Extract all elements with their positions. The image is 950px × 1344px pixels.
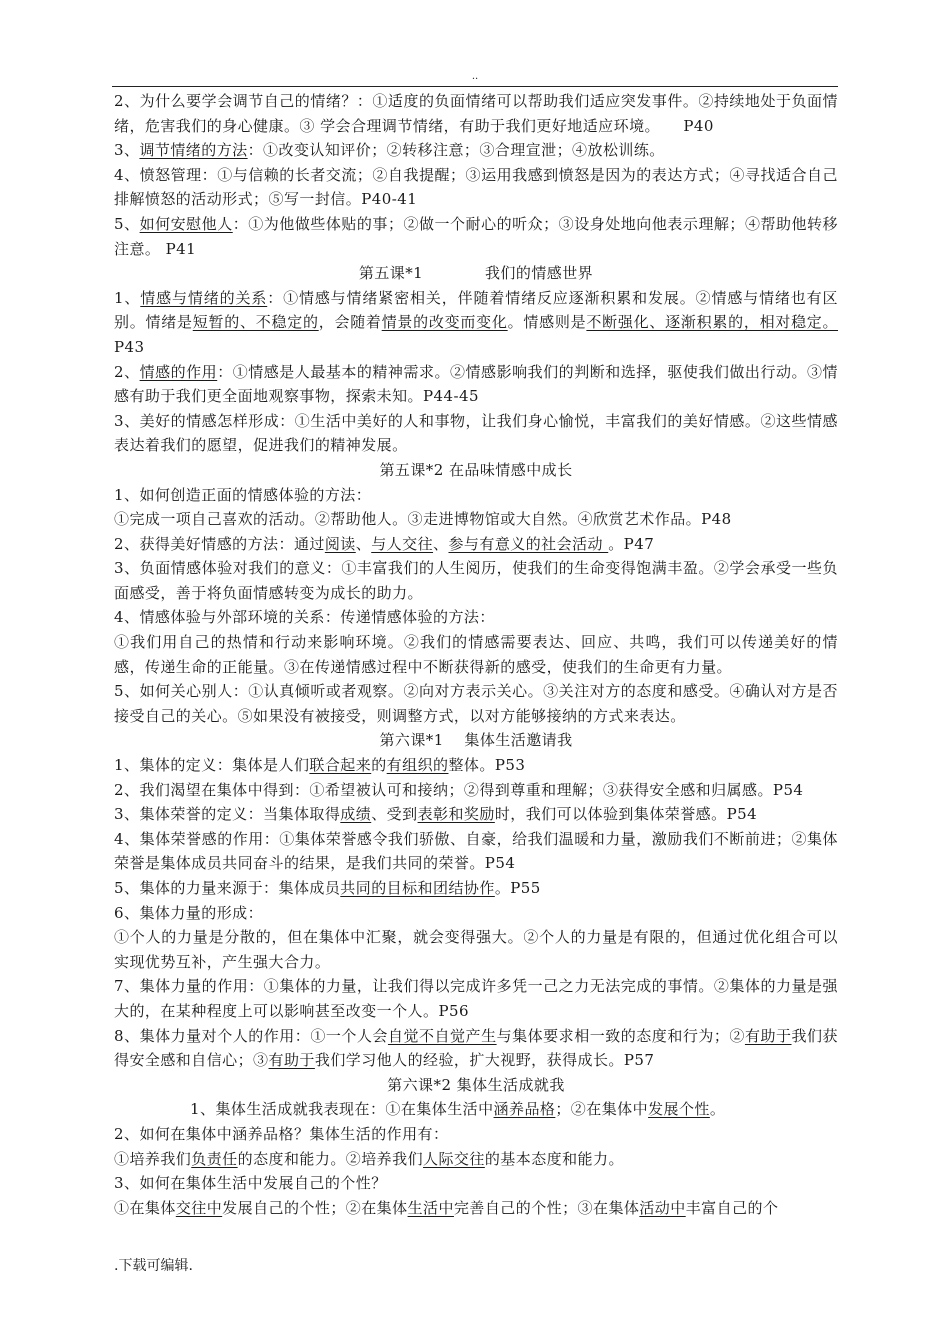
text-run: 4、情感体验与外部环境的关系：传递情感体验的方法： <box>114 608 495 627</box>
underlined-term: 自觉不自觉产生 <box>387 1026 497 1045</box>
text-run: 2、 <box>114 362 140 381</box>
paragraph <box>114 360 838 409</box>
text-run: 的 <box>371 756 387 775</box>
text-run: 时，我们可以体验到集体荣誉感。P54 <box>494 805 758 824</box>
underlined-term: 生活中 <box>407 1198 454 1217</box>
text-run: 5、 <box>114 214 140 233</box>
paragraph <box>114 974 838 1023</box>
underlined-term: 调节情绪的方法 <box>139 141 248 160</box>
underlined-term: 与人交往 <box>371 534 434 553</box>
text-run: 的态度和能力。②培养我们 <box>237 1149 424 1168</box>
footer-note: .下载可编辑. <box>114 1258 193 1274</box>
underlined-term: 涵养品格 <box>493 1100 556 1119</box>
text-run: ：①情感与情绪紧密相关，伴随着情绪反应逐渐积累和发展。②情感与情绪也有区别。情绪是 <box>114 288 838 332</box>
text-run: 2、获得美好情感的方法：通过 <box>114 534 325 553</box>
underlined-term: 共同的目标和团结协作 <box>340 879 495 897</box>
paragraph <box>114 507 838 532</box>
underlined-term: 表彰和奖励 <box>417 805 495 824</box>
underlined-term: 不断强化、逐渐积累的，相对稳定。 <box>586 313 839 332</box>
text-run: 。P55 <box>494 879 541 897</box>
text-run: 2、如何在集体中涵养品格？集体生活的作用有： <box>114 1124 449 1143</box>
text-run: 3、如何在集体生活中发展自己的个性？ <box>114 1174 387 1193</box>
paragraph <box>114 483 838 508</box>
text-run: ：①改变认知评价；②转移注意；③合理宣泄；④放松训练。 <box>247 141 665 160</box>
text-run: ①在集体 <box>114 1198 176 1217</box>
header-rule <box>112 86 838 87</box>
text-run: 4、愤怒管理：①与信赖的长者交流；②自我提醒；③运用我感到愤怒是因为的表达方式；④寻找适合自己排解愤怒的活动形式；⑤写一封信。P40-41 <box>114 165 838 209</box>
text-run: 整体。P53 <box>448 756 526 775</box>
text-run: 1、 <box>114 288 141 307</box>
text-run: 1、如何创造正面的情感体验的方法： <box>114 485 372 504</box>
text-run: 6、集体力量的形成： <box>114 903 264 922</box>
underlined-term: 情景的改变而变化 <box>381 313 508 332</box>
paragraph <box>114 1171 838 1196</box>
paragraph <box>114 876 838 901</box>
underlined-term: 发展个性 <box>648 1100 710 1119</box>
text-run: 7、集体力量的作用：①集体的力量，让我们得以完成许多凭一己之力无法完成的事情。②集体的力量是强大的，在某种程度上可以影响甚至改变一个人。P56 <box>114 977 838 1020</box>
underlined-term: 阅读 <box>324 534 356 553</box>
text-run: 第五课*2 在品味情感中成长 <box>379 460 573 479</box>
underlined-term: 如何安慰他人 <box>139 214 233 233</box>
text-run: 丰富自己的个 <box>685 1198 779 1217</box>
text-run: 1、集体的定义：集体是人们 <box>114 756 310 775</box>
paragraph <box>114 1122 838 1147</box>
text-run: P43 <box>114 337 145 356</box>
underlined-term: 有组织的 <box>386 756 449 775</box>
text-run: 第六课*1 集体生活邀请我 <box>379 731 573 750</box>
header-mark: .. <box>471 71 479 82</box>
text-run: 、 <box>433 534 449 553</box>
text-run: 3、负面情感体验对我们的意义：①丰富我们的人生阅历，使我们的生命变得饱满丰盈。②学会承受一些负面感受，善于将负面情感转变为成长的助力。 <box>114 559 838 602</box>
underlined-term: 联合起来 <box>309 756 372 775</box>
text-run: 第六课*2 集体生活成就我 <box>387 1075 565 1094</box>
text-run: 1、集体生活成就我表现在：①在集体生活中 <box>190 1100 494 1119</box>
text-run: 2、为什么要学会调节自己的情绪？：①适度的负面情绪可以帮助我们适应突发事件。②持续地处于负面情绪，危害我们的身心健康。③ 学会合理调节情绪，有助于我们更好地适应环境。 P40 <box>114 92 838 135</box>
underlined-term: 负责任 <box>191 1149 238 1168</box>
text-run: 的基本态度和能力。 <box>484 1149 624 1168</box>
text-run: ①培养我们 <box>114 1149 192 1168</box>
text-run: 。 <box>709 1100 726 1119</box>
text-run: 完善自己的个性；③在集体 <box>453 1198 640 1217</box>
text-run: ①我们用自己的热情和行动来影响环境。②我们的情感需要表达、回应、共鸣，我们可以传递美好的情感，传递生命的正能量。③在传递情感过程中不断获得新的感受，使我们的生命更有力量。 <box>114 633 838 676</box>
text-run: ：①为他做些体贴的事；②做一个耐心的听众；③设身处地向他表示理解；④帮助他转移注意。 P41 <box>114 214 838 258</box>
paragraph <box>114 1024 838 1073</box>
text-run: 。P47 <box>608 534 655 553</box>
text-run: ，会随着 <box>318 313 382 332</box>
paragraph <box>114 753 838 778</box>
text-run: 3、集体荣誉的定义：当集体取得 <box>114 805 341 824</box>
text-run: 2、我们渴望在集体中得到：①希望被认可和接纳；②得到尊重和理解；③获得安全感和归属感。P54 <box>114 780 804 799</box>
paragraph <box>114 138 838 163</box>
paragraph <box>114 89 838 138</box>
paragraph <box>114 532 838 557</box>
underlined-term: 情感与情绪的关系 <box>140 288 268 307</box>
text-run: ①完成一项自己喜欢的活动。②帮助他人。③走进博物馆或大自然。④欣赏艺术作品。P48 <box>114 510 732 529</box>
text-run: 3、 <box>114 141 140 160</box>
text-run: 3、美好的情感怎样形成：①生活中美好的人和事物，让我们身心愉悦，丰富我们的美好情感。②这些情感表达着我们的愿望，促进我们的精神发展。 <box>114 411 838 455</box>
underlined-term: 情感的作用 <box>139 362 218 381</box>
underlined-term: 有助于 <box>268 1051 315 1070</box>
text-run: 、 <box>355 534 372 553</box>
paragraph <box>114 679 838 728</box>
paragraph <box>114 802 838 827</box>
section-heading <box>114 458 838 483</box>
underlined-term: 人际交往 <box>423 1149 485 1168</box>
section-heading <box>114 261 838 286</box>
paragraph <box>114 163 838 212</box>
paragraph <box>114 286 838 360</box>
text-run: 4、集体荣誉感的作用：①集体荣誉感令我们骄傲、自豪，给我们温暖和力量，激励我们不断前进；②集体荣誉是集体成员共同奋斗的结果，是我们共同的荣誉。P54 <box>114 829 838 873</box>
paragraph <box>114 556 838 605</box>
underlined-term: 成绩 <box>340 805 372 824</box>
paragraph <box>114 212 838 261</box>
underlined-term: 有助于 <box>744 1026 792 1045</box>
underlined-term: 活动中 <box>639 1198 686 1217</box>
text-run: 、受到 <box>371 805 418 824</box>
text-run: 。情感则是 <box>507 313 587 332</box>
text-run: 我们学习他人的经验，扩大视野，获得成长。P57 <box>314 1051 655 1070</box>
paragraph <box>114 1097 838 1122</box>
underlined-term: 短暂的、不稳定的 <box>192 313 319 332</box>
document-body <box>114 89 838 1220</box>
text-run: ：①情感是人最基本的精神需求。②情感影响我们的判断和选择，驱使我们做出行动。③情感有助于我们更全面地观察事物，探索未知。P44-45 <box>114 362 838 406</box>
paragraph <box>114 778 838 803</box>
text-run: 5、集体的力量来源于：集体成员 <box>114 879 341 897</box>
text-run: 发展自己的个性；②在集体 <box>222 1198 408 1217</box>
paragraph <box>114 925 838 974</box>
paragraph <box>114 630 838 679</box>
paragraph <box>114 605 838 630</box>
section-heading <box>114 728 838 753</box>
underlined-term: 参与有意义的社会活动 <box>448 534 609 553</box>
underlined-term: 交往中 <box>175 1198 223 1217</box>
paragraph <box>114 901 838 926</box>
section-heading <box>114 1073 838 1098</box>
text-run: 我们获得安全感和自信心；③ <box>114 1026 839 1070</box>
text-run: 8、集体力量对个人的作用：①一个人会 <box>114 1026 388 1045</box>
paragraph <box>114 827 838 876</box>
text-run: 5、如何关心别人：①认真倾听或者观察。②向对方表示关心。③关注对方的态度和感受。④确认对方是否接受自己的关心。⑤如果没有被接受，则调整方式，以对方能够接纳的方式来表达。 <box>114 682 838 725</box>
text-run: ①个人的力量是分散的，但在集体中汇聚，就会变得强大。②个人的力量是有限的，但通过优化组合可以实现优势互补，产生强大合力。 <box>114 928 838 971</box>
text-run: 与集体要求相一致的态度和行为；② <box>496 1026 745 1045</box>
paragraph <box>114 1147 838 1172</box>
text-run: ；②在集体中 <box>555 1100 649 1119</box>
paragraph <box>114 1196 838 1221</box>
paragraph <box>114 409 838 458</box>
text-run: 第五课*1 我们的情感世界 <box>358 264 594 283</box>
